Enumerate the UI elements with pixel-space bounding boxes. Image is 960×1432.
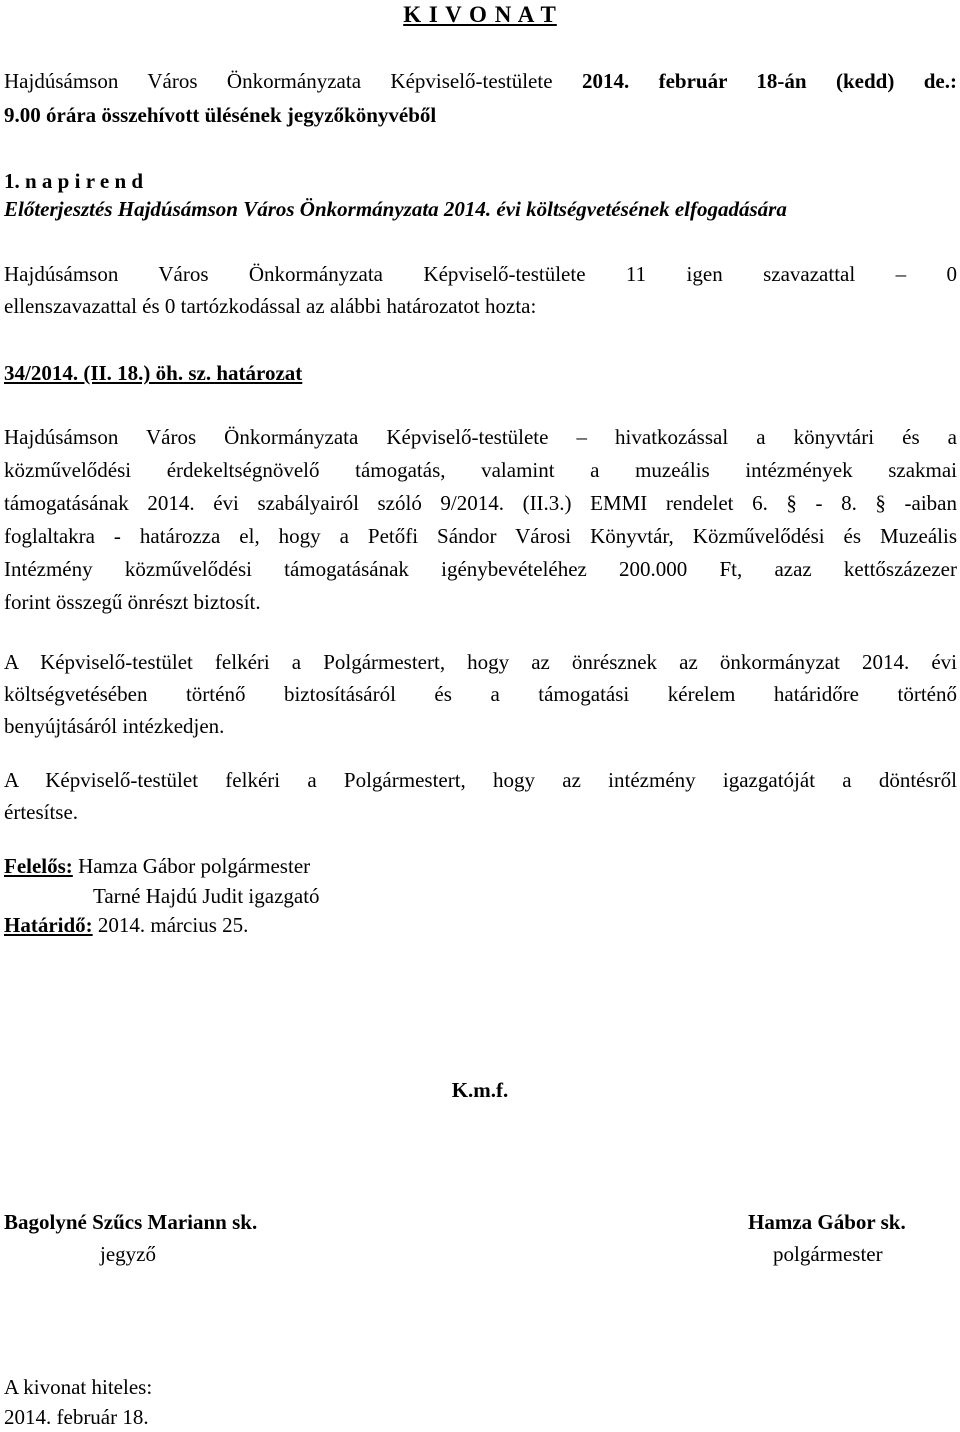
body-p1-line: forint összegű önrészt biztosít.: [4, 590, 261, 614]
vote-line-1: Hajdúsámson Város Önkormányzata Képviselő-testülete 11 igen szavazattal – 0: [4, 262, 957, 286]
body-p1-line: közművelődési érdekeltségnövelő támogatás, valamint a muzeális intézmények szakmai: [4, 458, 957, 482]
signature-right-role: polgármester: [773, 1242, 883, 1266]
body-p2-line: benyújtásáról intézkedjen.: [4, 714, 225, 738]
responsible-person-1: Hamza Gábor polgármester: [78, 854, 311, 878]
responsible-person-2: Tarné Hajdú Judit igazgató: [93, 884, 320, 908]
certification-date: 2014. február 18.: [4, 1405, 149, 1429]
deadline-label: Határidő:: [4, 913, 93, 937]
signature-left-role: jegyző: [100, 1242, 156, 1266]
signature-right-name: Hamza Gábor sk.: [748, 1210, 906, 1234]
body-p2-line: A Képviselő-testület felkéri a Polgármestert, hogy az önrésznek az önkormányzat 2014. évi: [4, 650, 957, 674]
deadline-line: [4, 911, 957, 939]
document-title: K I V O N A T: [403, 2, 557, 27]
responsible-line: [4, 852, 957, 880]
intro-line-2: 9.00 órára összehívott ülésének jegyzőkönyvéből: [4, 103, 437, 127]
signature-left-name: Bagolyné Szűcs Mariann sk.: [4, 1210, 258, 1234]
vote-line-2: ellenszavazattal és 0 tartózkodással az alábbi határozatot hozta:: [4, 294, 537, 318]
resolution-number: 34/2014. (II. 18.) öh. sz. határozat: [4, 361, 303, 385]
responsible-label: Felelős:: [4, 854, 73, 878]
body-p1-line: Hajdúsámson Város Önkormányzata Képviselő-testülete – hivatkozással a könyvtári és a: [4, 425, 957, 449]
body-p2-line: költségvetésében történő biztosításáról és a támogatási kérelem határidőre történő: [4, 682, 957, 706]
kmf: K.m.f.: [451, 1078, 509, 1102]
body-p3-line: A Képviselő-testület felkéri a Polgármestert, hogy az intézmény igazgatóját a döntésről: [4, 768, 957, 792]
body-p3-line: értesítse.: [4, 800, 79, 824]
deadline-date: 2014. március 25.: [97, 913, 249, 937]
agenda-subject: Előterjesztés Hajdúsámson Város Önkormányzata 2014. évi költségvetésének elfogadására: [4, 197, 787, 221]
meeting-date: 2014. február 18-án (kedd) de.:: [581, 69, 957, 93]
certification-label: A kivonat hiteles:: [4, 1375, 153, 1399]
body-p1-line: támogatásának 2014. évi szabályairól szóló 9/2014. (II.3.) EMMI rendelet 6. § - 8. § -aiban: [4, 491, 957, 515]
body-p1-line: Intézmény közművelődési támogatásának igénybevételéhez 200.000 Ft, azaz kettőszázezer: [4, 557, 957, 581]
body-p1-line: foglaltakra - határozza el, hogy a Petőfi Sándor Városi Könyvtár, Közművelődési és Muzeális: [4, 524, 957, 548]
agenda-number: 1. n a p i r e n d: [4, 169, 144, 193]
intro-line-1: Hajdúsámson Város Önkormányzata Képviselő-testülete 2014. február 18-án (kedd) de.:: [4, 69, 957, 93]
